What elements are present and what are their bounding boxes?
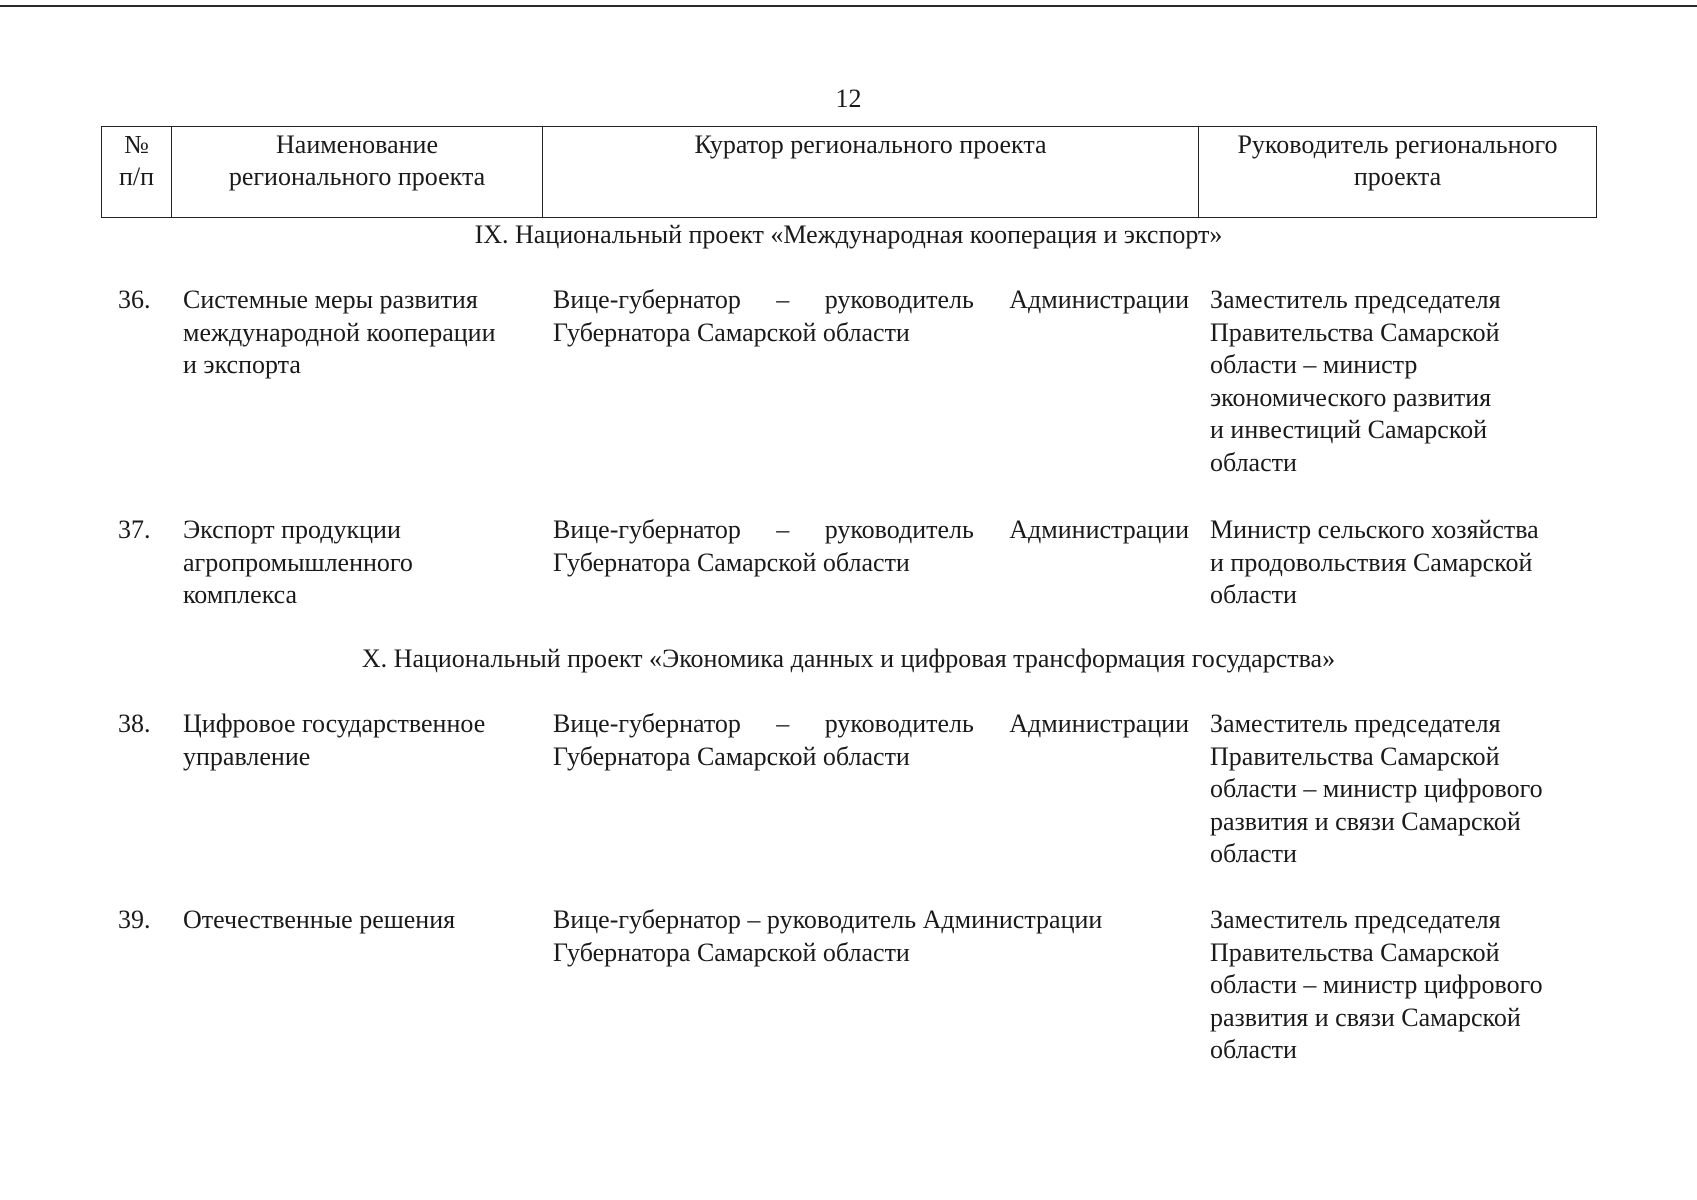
head-line: Заместитель председателя xyxy=(1210,285,1501,314)
project-name-line: Цифровое государственное xyxy=(183,709,486,738)
project-curator xyxy=(553,904,1189,969)
header-name-line2: регионального проекта xyxy=(228,162,486,191)
top-rule xyxy=(0,5,1697,7)
header-curator-cell xyxy=(543,127,1199,217)
project-name-line: комплекса xyxy=(183,580,298,609)
project-name xyxy=(183,514,543,612)
header-number-line1: № xyxy=(124,130,149,159)
project-head xyxy=(1210,284,1600,479)
head-line: Правительства Самарской xyxy=(1210,741,1500,771)
row-number: 39. xyxy=(118,905,151,934)
curator-line: Губернатора Самарской области xyxy=(553,547,910,577)
header-number-line2: п/п xyxy=(118,162,155,191)
project-curator xyxy=(553,708,1189,773)
head-line: развития и связи Самарской xyxy=(1210,806,1521,836)
table-header xyxy=(101,126,1597,218)
page-number: 12 xyxy=(835,84,862,113)
curator-line: Губернатора Самарской области xyxy=(553,317,910,347)
head-line: экономического развития xyxy=(1210,382,1492,412)
section-title: X. Национальный проект «Экономика данных и цифровая трансформация государства» xyxy=(361,644,1336,673)
head-line: Заместитель председателя xyxy=(1210,905,1501,934)
project-name xyxy=(183,904,543,937)
project-name xyxy=(183,708,543,773)
section-title: IX. Национальный проект «Международная кооперация и экспорт» xyxy=(474,220,1223,249)
project-curator xyxy=(553,284,1189,349)
row-number: 38. xyxy=(118,709,151,738)
head-line: развития и связи Самарской xyxy=(1210,1002,1521,1032)
project-name-line: и экспорта xyxy=(183,350,301,379)
head-line: Правительства Самарской xyxy=(1210,937,1500,967)
head-line: области xyxy=(1210,447,1297,477)
curator-line: Вице-губернатор – руководитель Администрации xyxy=(553,285,1189,314)
head-line: области – министр цифрового xyxy=(1210,774,1543,803)
project-head xyxy=(1210,904,1600,1067)
header-head-cell xyxy=(1199,127,1596,217)
head-line: Правительства Самарской xyxy=(1210,317,1500,347)
curator-line: Вице-губернатор – руководитель Администрации xyxy=(553,905,1103,934)
project-curator xyxy=(553,514,1189,579)
project-name-line: агропромышленного xyxy=(183,547,413,577)
head-line: Министр сельского хозяйства xyxy=(1210,515,1539,544)
head-line: Заместитель председателя xyxy=(1210,709,1501,738)
head-line: области xyxy=(1210,580,1297,609)
header-name-line1: Наименование xyxy=(276,130,438,159)
head-line: области xyxy=(1210,839,1297,868)
project-name-line: Системные меры развития xyxy=(183,285,478,314)
header-curator-text: Куратор регионального проекта xyxy=(694,130,1047,159)
row-number: 36. xyxy=(118,285,151,314)
project-name-line: Экспорт продукции xyxy=(183,515,401,544)
head-line: области – министр xyxy=(1210,350,1418,379)
head-line: области xyxy=(1210,1035,1297,1064)
curator-line: Губернатора Самарской области xyxy=(553,937,910,967)
project-name-line: управление xyxy=(183,741,311,771)
project-name-line: международной кооперации xyxy=(183,317,496,347)
header-head-line1: Руководитель регионального xyxy=(1237,130,1558,159)
project-name-line: Отечественные решения xyxy=(183,905,456,934)
row-number: 37. xyxy=(118,515,151,544)
header-head-line2: проекта xyxy=(1353,162,1442,191)
curator-line: Вице-губернатор – руководитель Администрации xyxy=(553,515,1189,544)
curator-line: Губернатора Самарской области xyxy=(553,741,910,771)
project-name xyxy=(183,284,543,382)
header-number-cell xyxy=(102,127,172,217)
head-line: и продовольствия Самарской xyxy=(1210,547,1533,577)
head-line: области – министр цифрового xyxy=(1210,970,1543,999)
project-head xyxy=(1210,514,1600,612)
head-line: и инвестиций Самарской xyxy=(1210,415,1488,444)
curator-line: Вице-губернатор – руководитель Администрации xyxy=(553,709,1189,738)
header-name-cell xyxy=(172,127,543,217)
project-head xyxy=(1210,708,1600,871)
